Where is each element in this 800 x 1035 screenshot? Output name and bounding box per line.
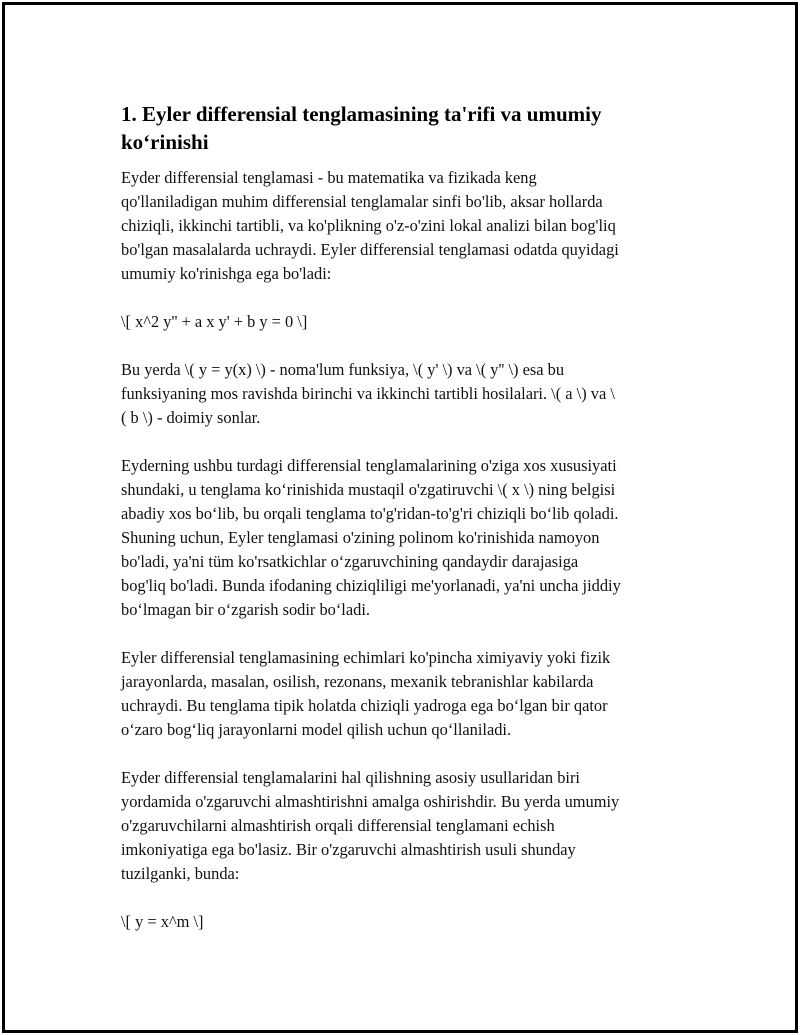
paragraph-definition: Eyder differensial tenglamasi - bu matematika va fizikada keng qo'llaniladigan muhim differensial tenglamalar sinfi bo'lib, aksar hollarda chiziqli, ikkinchi tartibli, va ko'plikning o'z-o'zini lokal analizi bilan bog'liq bo'lgan masalalarda uchraydi. Eyler differensial tenglamasi odatda quyidagi umumiy ko'rinishga ega bo'ladi: <box>121 168 619 283</box>
formula-euler-equation: \[ x^2 y'' + a x y' + b y = 0 \] <box>121 312 308 331</box>
paragraph-solution-method: Eyder differensial tenglamalarini hal qilishning asosiy usullaridan biri yordamida o'zgaruvchi almashtirishni amalga oshirishdir. Bu yerda umumiy o'zgaruvchilarni almashtirish orqali differensial tenglamani echish imkoniyatiga ega bo'lasiz. Bir o'zgaruvchi almashtirish usuli shunday tuzilganki, bunda: <box>121 768 620 883</box>
document-body <box>121 100 686 958</box>
page-frame <box>2 2 798 1033</box>
formula-substitution: \[ y = x^m \] <box>121 912 204 931</box>
paragraph-notation: Bu yerda \( y = y(x) \) - noma'lum funksiya, \( y' \) va \( y'' \) esa bu funksiyaning mos ravishda birinchi va ikkinchi tartibli hosilalari. \( a \) va \ ( b \) - doimiy sonlar. <box>121 360 615 427</box>
paragraph-applications: Eyler differensial tenglamasining echimlari ko'pincha ximiyaviy yoki fizik jarayonlarda, masalan, osilish, rezonans, mexanik tebranishlar kabilarda uchraydi. Bu tenglama tipik holatda chiziqli yadroga ega bo‘lgan bir qator o‘zaro bog‘liq jarayonlarni model qilish uchun qo‘llaniladi. <box>121 648 611 739</box>
paragraph-properties: Eyderning ushbu turdagi differensial tenglamalarining o'ziga xos xususiyati shundaki, u tenglama ko‘rinishida mustaqil o'zgatiruvchi \( x \) ning belgisi abadiy xos bo‘lib, bu orqali tenglama to'g'ridan-to'g'ri chiziqli bo‘lib qoladi. Shuning uchun, Eyler tenglamasi o'zining polinom ko'rinishida namoyon bo'ladi, ya'ni tüm ko'rsatkichlar o‘zgaruvchining qandaydir darajasiga bog'liq bo'ladi. Bunda ifodaning chiziqliligi me'yorlanadi, ya'ni uncha jiddiy bo‘lmagan bir o‘zgarish sodir bo‘ladi. <box>121 456 621 619</box>
section-title: 1. Eyler differensial tenglamasining ta'rifi va umumiy ko‘rinishi <box>121 102 602 154</box>
